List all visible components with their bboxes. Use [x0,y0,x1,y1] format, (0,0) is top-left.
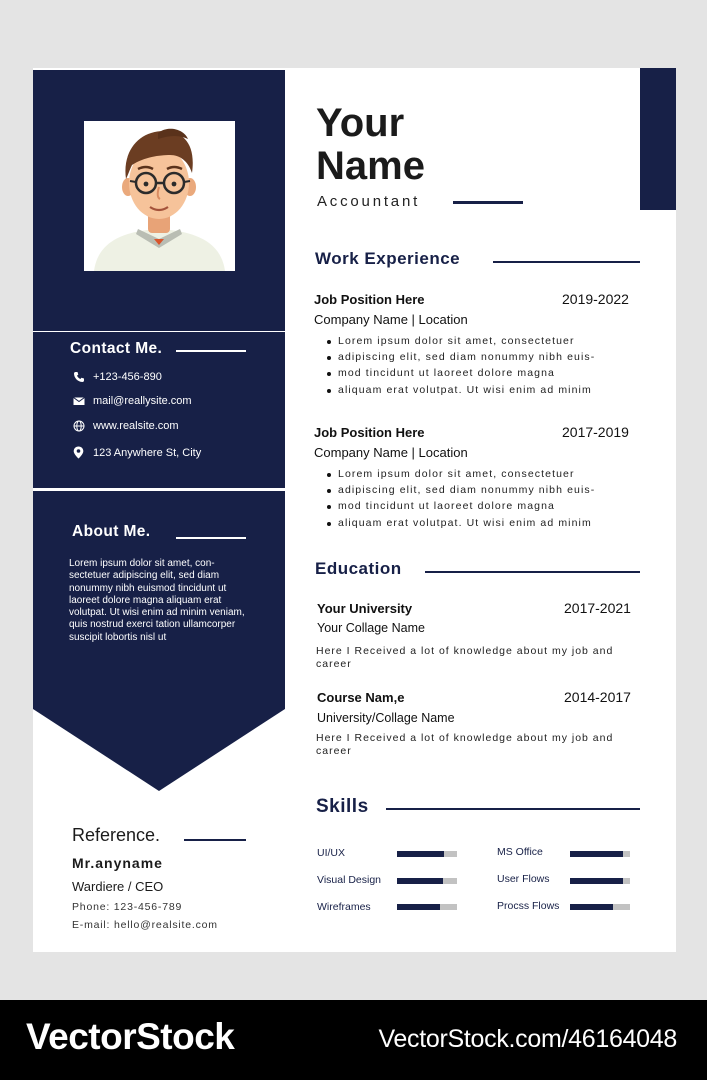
skill-bar [570,851,630,857]
avatar [84,121,235,271]
location-pin-icon [73,446,93,459]
about-text: Lorem ipsum dolor sit amet, con- sectetuer adipiscing elit, sed diam nonummy nibh euismod tincidunt ut laoreet dolore magna aliquam erat volutpat. Ut wisi enim ad minim veniam, quis nostrud exerci tation ullamcorper suscipit lobortis nisl ut [69,558,245,643]
skill-label: User Flows [497,873,550,885]
list-item: mod tincidunt ut laoreet dolore magna [326,365,656,381]
name-first-line: Your [316,101,405,145]
list-item: Lorem ipsum dolor sit amet, consectetuer [326,333,656,349]
reference-phone: Phone: 123-456-789 [72,901,183,913]
name-second-line: Name [316,144,425,188]
job-company: Company Name | Location [314,312,468,327]
reference-heading: Reference. [72,825,161,845]
skill-bar [570,904,630,910]
skill-bar [397,904,457,910]
skills-heading: Skills [316,796,369,817]
about-panel [33,491,285,791]
contact-panel [33,332,285,488]
job-title-rule [453,201,523,204]
phone-icon [73,371,93,383]
job-years: 2019-2022 [562,291,629,307]
photo-panel [33,70,285,331]
list-item: mod tincidunt ut laoreet dolore magna [326,498,656,514]
list-item: adipiscing elit, sed diam nonummy nibh euis- [326,349,656,365]
job-company: Company Name | Location [314,445,468,460]
skill-bar-fill [570,878,623,884]
skill-bar [397,851,457,857]
education-years: 2014-2017 [564,689,631,705]
list-item: aliquam erat volutpat. Ut wisi enim ad minim [326,515,656,531]
education-description: Here I Received a lot of knowledge about my job and career [316,645,614,670]
education-title: Course Nam,e [317,690,405,705]
work-experience-rule [493,261,640,263]
avatar-illustration [84,121,235,271]
reference-heading-rule [184,839,246,841]
footer-url: VectorStock.com/46164048 [378,1025,677,1053]
education-rule [425,571,640,573]
skill-bar-fill [397,904,440,910]
skill-bar [570,878,630,884]
skill-bar-fill [570,904,613,910]
skill-bar-fill [397,878,443,884]
job-years: 2017-2019 [562,424,629,440]
skills-rule [386,808,640,810]
contact-heading-rule [176,350,246,352]
reference-email: E-mail: hello@realsite.com [72,919,218,931]
about-heading: About Me. [72,523,151,540]
skill-label: Visual Design [317,874,382,886]
list-item: adipiscing elit, sed diam nonummy nibh euis- [326,482,656,498]
education-heading: Education [315,559,402,578]
resume-page [33,68,676,952]
skill-label: UI/UX [317,847,346,859]
contact-phone-value: +123-456-890 [93,371,162,383]
contact-website [73,420,179,432]
job-bullets [326,333,656,398]
job-position: Job Position Here [314,425,425,440]
about-heading-rule [176,537,246,539]
skill-label: Procss Flows [497,900,560,912]
corner-accent-block [640,68,676,210]
education-subtitle: University/Collage Name [317,711,455,725]
list-item: aliquam erat volutpat. Ut wisi enim ad minim [326,382,656,398]
contact-address-value: 123 Anywhere St, City [93,446,202,459]
contact-website-value: www.realsite.com [93,420,179,432]
contact-heading: Contact Me. [70,340,163,357]
list-item: Lorem ipsum dolor sit amet, consectetuer [326,466,656,482]
skill-bar-fill [397,851,444,857]
footer-brand: VectorStock [26,1016,235,1057]
work-experience-heading: Work Experience [315,249,461,268]
education-years: 2017-2021 [564,600,631,616]
job-title: Accountant [317,193,421,210]
job-position: Job Position Here [314,292,425,307]
globe-icon [73,420,93,432]
education-title: Your University [317,601,413,616]
email-icon [73,396,93,406]
contact-phone [73,371,162,383]
education-description: Here I Received a lot of knowledge about my job and career [316,732,614,757]
contact-email-value: mail@reallysite.com [93,395,192,407]
skill-bar [397,878,457,884]
education-subtitle: Your Collage Name [317,621,425,635]
contact-address [73,446,201,459]
job-bullets [326,466,656,531]
skill-bar-fill [570,851,623,857]
skill-label: Wireframes [317,901,371,913]
contact-email [73,395,192,407]
skill-label: MS Office [497,846,543,858]
reference-role: Wardiere / CEO [72,879,164,894]
reference-name: Mr.anyname [72,855,163,871]
watermark-footer [0,1000,707,1080]
